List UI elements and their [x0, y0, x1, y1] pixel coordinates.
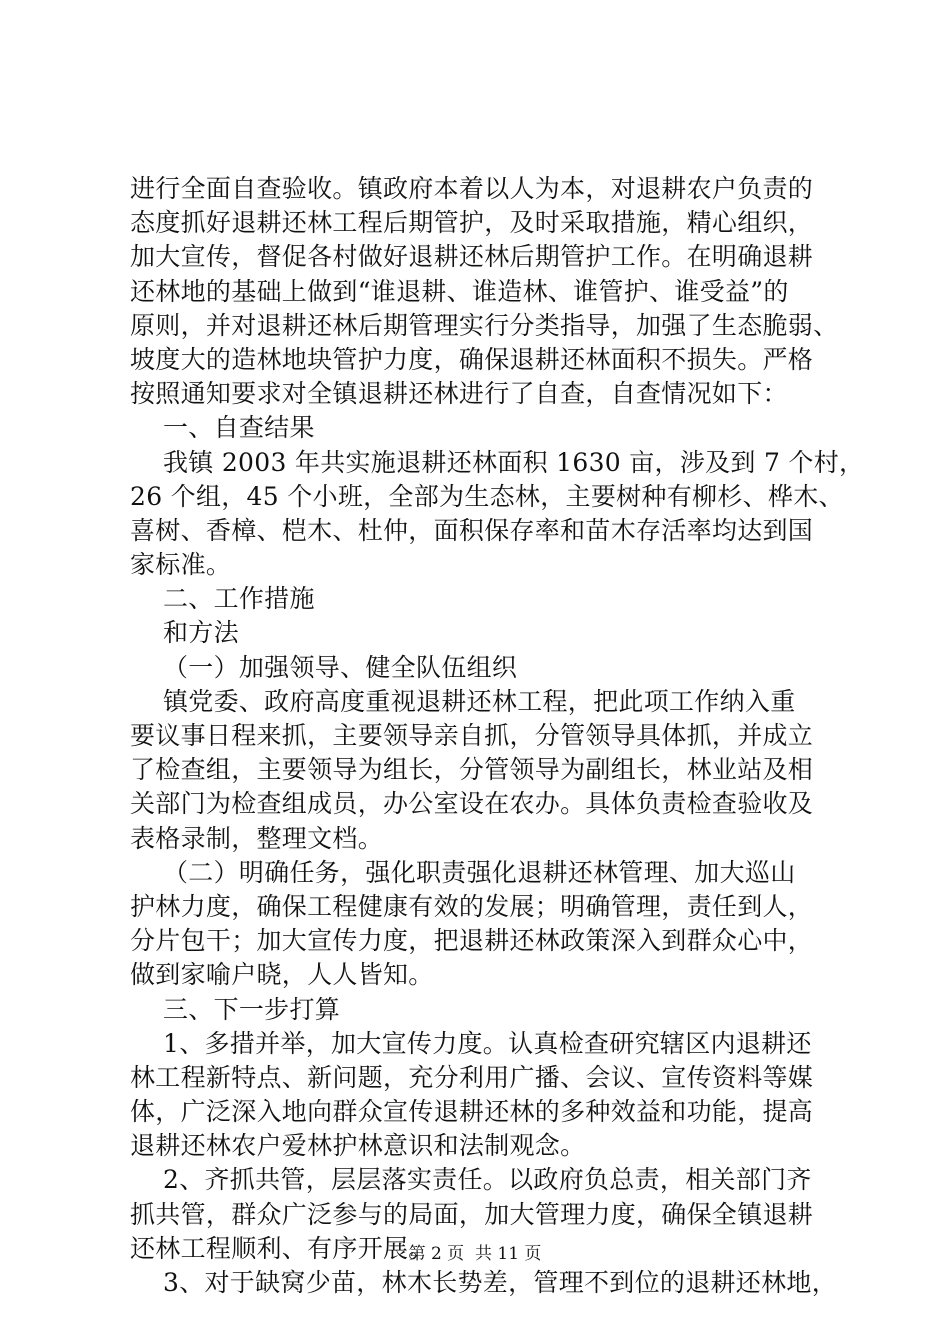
text-line: 体，广泛深入地向群众宣传退耕还林的多种效益和功能，提高	[130, 1097, 814, 1127]
page-footer	[0, 1243, 950, 1265]
text-line: 喜树、香樟、桤木、杜仲，面积保存率和苗木存活率均达到国	[130, 515, 814, 545]
section-heading: 二、工作措施	[130, 584, 315, 614]
text-line: 镇党委、政府高度重视退耕还林工程，把此项工作纳入重	[130, 686, 796, 716]
page-number: 第 2 页 共 11 页	[408, 1244, 542, 1264]
text-line: 护林力度，确保工程健康有效的发展；明确管理，责任到人，	[130, 891, 814, 921]
text-line: 分片包干；加大宣传力度，把退耕还林政策深入到群众心中，	[130, 926, 814, 956]
text-line: 家标准。	[130, 550, 232, 580]
text-line: 关部门为检查组成员，办公室设在农办。具体负责检查验收及	[130, 789, 814, 819]
text-line: 要议事日程来抓，主要领导亲自抓，分管领导具体抓，并成立	[130, 721, 814, 750]
text-line: 表格录制，整理文档。	[130, 823, 384, 853]
text-line: 按照通知要求对全镇退耕还林进行了自查，自查情况如下：	[130, 379, 788, 409]
text-line: 退耕还林农户爱林护林意识和法制观念。	[130, 1131, 586, 1161]
section-heading: 三、下一步打算	[130, 994, 341, 1024]
text-line: 坡度大的造林地块管护力度，确保退耕还林面积不损失。严格	[130, 344, 814, 374]
subsection-heading: （二）明确任务，强化职责强化退耕还林管理、加大巡山	[130, 857, 796, 887]
body-text	[130, 172, 865, 1300]
text-line: 还林工程顺利、有序开展。	[130, 1233, 434, 1263]
text-line: 1、多措并举，加大宣传力度。认真检查研究辖区内退耕还	[130, 1028, 812, 1058]
text-line: 加大宣传，督促各村做好退耕还林后期管护工作。在明确退耕	[130, 242, 814, 272]
subsection-heading: （一）加强领导、健全队伍组织	[130, 652, 518, 682]
text-line: 还林地的基础上做到“谁退耕、谁造林、谁管护、谁受益”的	[130, 276, 789, 306]
text-line: 抓共管，群众广泛参与的局面，加大管理力度，确保全镇退耕	[130, 1199, 814, 1229]
text-line: 林工程新特点、新问题，充分利用广播、会议、宣传资料等媒	[130, 1062, 814, 1092]
text-line: 原则，并对退耕还林后期管理实行分类指导，加强了生态脆弱、	[130, 310, 839, 340]
text-line: 我镇 2003 年共实施退耕还林面积 1630 亩，涉及到 7 个村，	[130, 447, 865, 477]
text-line: 做到家喻户晓，人人皆知。	[130, 960, 434, 990]
section-heading: 一、自查结果	[130, 413, 315, 443]
section-heading: 和方法	[130, 618, 239, 648]
text-line: 2、齐抓共管，层层落实责任。以政府负总责，相关部门齐	[130, 1165, 812, 1195]
text-line: 态度抓好退耕还林工程后期管护，及时采取措施，精心组织，	[130, 208, 814, 238]
text-line: 26 个组，45 个小班，全部为生态林，主要树种有柳杉、桦木、	[130, 481, 844, 511]
text-line: 了检查组，主要领导为组长，分管领导为副组长，林业站及相	[130, 755, 814, 785]
text-line: 3、对于缺窝少苗，林木长势差，管理不到位的退耕还林地，	[130, 1268, 837, 1297]
text-line: 进行全面自查验收。镇政府本着以人为本，对退耕农户负责的	[130, 174, 814, 203]
